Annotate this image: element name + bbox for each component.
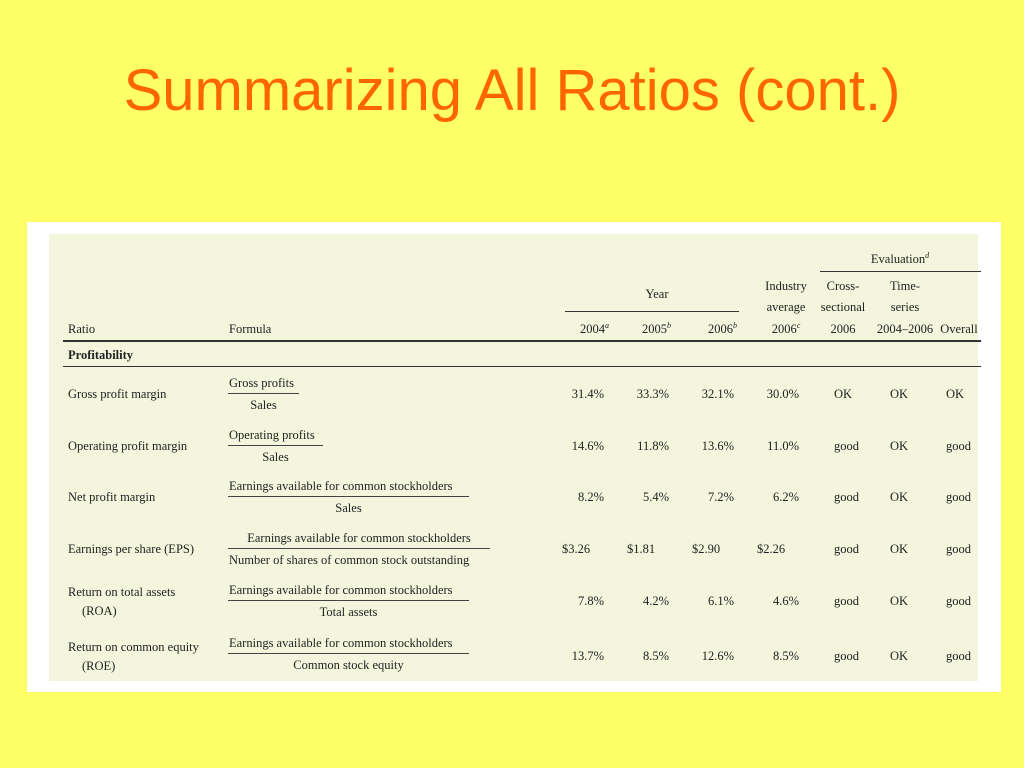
- ratios-table: [49, 234, 978, 681]
- value-2005: 8.5%: [642, 649, 669, 663]
- formula-numerator: Gross profits: [229, 376, 294, 390]
- formula-numerator: Earnings available for common stockholders: [229, 583, 453, 597]
- formula-denominator: Sales: [250, 398, 277, 412]
- formula-numerator: Earnings available for common stockholders: [229, 479, 453, 493]
- year-rule: [565, 311, 739, 312]
- eval-overall: good: [946, 594, 971, 608]
- ratio-name: Earnings per share (EPS): [68, 542, 195, 556]
- value-2005: 11.8%: [637, 439, 669, 453]
- fraction-bar: [228, 600, 469, 601]
- ratio-name: Return on total assets: [68, 585, 176, 599]
- eval-overall: good: [946, 490, 971, 504]
- value-2004: 31.4%: [571, 387, 604, 401]
- value-2005: 4.2%: [642, 594, 669, 608]
- value-industry: 8.5%: [772, 649, 799, 663]
- fraction-bar: [228, 653, 469, 654]
- eval-time-series: OK: [890, 542, 909, 556]
- eval-cross-sectional: good: [834, 542, 859, 556]
- year-header: Year: [645, 287, 669, 301]
- value-2006: 6.1%: [707, 594, 734, 608]
- eval-cross-sectional: good: [834, 594, 859, 608]
- value-2004: 8.2%: [577, 490, 604, 504]
- section-rule: [63, 366, 981, 367]
- eval-time-series: OK: [890, 439, 909, 453]
- value-2006: 13.6%: [701, 439, 734, 453]
- formula-numerator: Operating profits: [229, 428, 315, 442]
- slide-title: Summarizing All Ratios (cont.): [123, 58, 901, 123]
- value-industry: 4.6%: [772, 594, 799, 608]
- table-frame: [27, 222, 1001, 692]
- value-2006: 7.2%: [707, 490, 734, 504]
- eval-time-series: OK: [890, 594, 909, 608]
- value-industry: 6.2%: [772, 490, 799, 504]
- year-2004-header: 2004$^a$: [580, 321, 609, 336]
- formula-denominator: Total assets: [319, 605, 378, 619]
- cross-sectional-header-l1: Cross-: [826, 279, 860, 293]
- section-label-profitability: Profitability: [68, 348, 134, 362]
- ratio-name: Return on common equity: [68, 640, 199, 654]
- formula-denominator: Sales: [335, 501, 362, 515]
- value-2004: 13.7%: [571, 649, 604, 663]
- eval-cross-sectional: good: [834, 439, 859, 453]
- overall-header: Overall: [940, 322, 978, 336]
- eval-cross-sectional: good: [834, 490, 859, 504]
- value-2006: 32.1%: [701, 387, 734, 401]
- value-2005: 5.4%: [642, 490, 669, 504]
- formula-numerator: Earnings available for common stockholders: [247, 531, 471, 545]
- eval-time-series: OK: [890, 490, 909, 504]
- value-industry: 11.0%: [767, 439, 799, 453]
- formula-numerator: Earnings available for common stockholders: [229, 636, 453, 650]
- time-series-header-l2: series: [890, 300, 920, 314]
- formula-denominator: Sales: [262, 450, 289, 464]
- value-2004: $3.26: [562, 542, 591, 556]
- time-series-header-l3: 2004–2006: [876, 322, 934, 336]
- eval-cross-sectional: good: [834, 649, 859, 663]
- header-bottom-rule: [63, 340, 981, 342]
- formula-header: Formula: [229, 322, 272, 336]
- eval-overall: good: [946, 439, 971, 453]
- eval-cross-sectional: OK: [834, 387, 853, 401]
- cross-sectional-header-l3: 2006: [830, 322, 856, 336]
- ratio-name-abbrev: (ROE): [82, 659, 116, 673]
- ratio-name: Operating profit margin: [68, 439, 188, 453]
- ratio-name-abbrev: (ROA): [82, 604, 117, 618]
- value-2006: 12.6%: [701, 649, 734, 663]
- fraction-bar: [228, 445, 323, 446]
- industry-header-l1: Industry: [765, 279, 807, 293]
- eval-time-series: OK: [890, 387, 909, 401]
- eval-time-series: OK: [890, 649, 909, 663]
- value-2004: 14.6%: [571, 439, 604, 453]
- formula-denominator: Number of shares of common stock outstanding: [229, 553, 470, 567]
- industry-header-l2: average: [766, 300, 806, 314]
- fraction-bar: [228, 548, 490, 549]
- value-2005: $1.81: [627, 542, 656, 556]
- value-2005: 33.3%: [636, 387, 669, 401]
- formula-denominator: Common stock equity: [293, 658, 404, 672]
- value-industry: $2.26: [757, 542, 786, 556]
- value-2006: $2.90: [692, 542, 721, 556]
- eval-overall: good: [946, 542, 971, 556]
- ratio-header: Ratio: [68, 322, 96, 336]
- eval-overall: OK: [946, 387, 965, 401]
- eval-overall: good: [946, 649, 971, 663]
- year-2005-header: 2005$^b$: [642, 321, 671, 336]
- evaluation-header: Evaluation$^d$: [870, 251, 930, 266]
- value-2004: 7.8%: [577, 594, 604, 608]
- ratio-name: Net profit margin: [68, 490, 156, 504]
- fraction-bar: [228, 393, 299, 394]
- ratio-name: Gross profit margin: [68, 387, 167, 401]
- industry-header-l3: 2006$^c$: [771, 321, 801, 336]
- value-industry: 30.0%: [766, 387, 799, 401]
- cross-sectional-header-l2: sectional: [820, 300, 866, 314]
- year-2006-header: 2006$^b$: [708, 321, 737, 336]
- fraction-bar: [228, 496, 469, 497]
- time-series-header-l1: Time-: [889, 279, 921, 293]
- evaluation-rule: [820, 271, 981, 272]
